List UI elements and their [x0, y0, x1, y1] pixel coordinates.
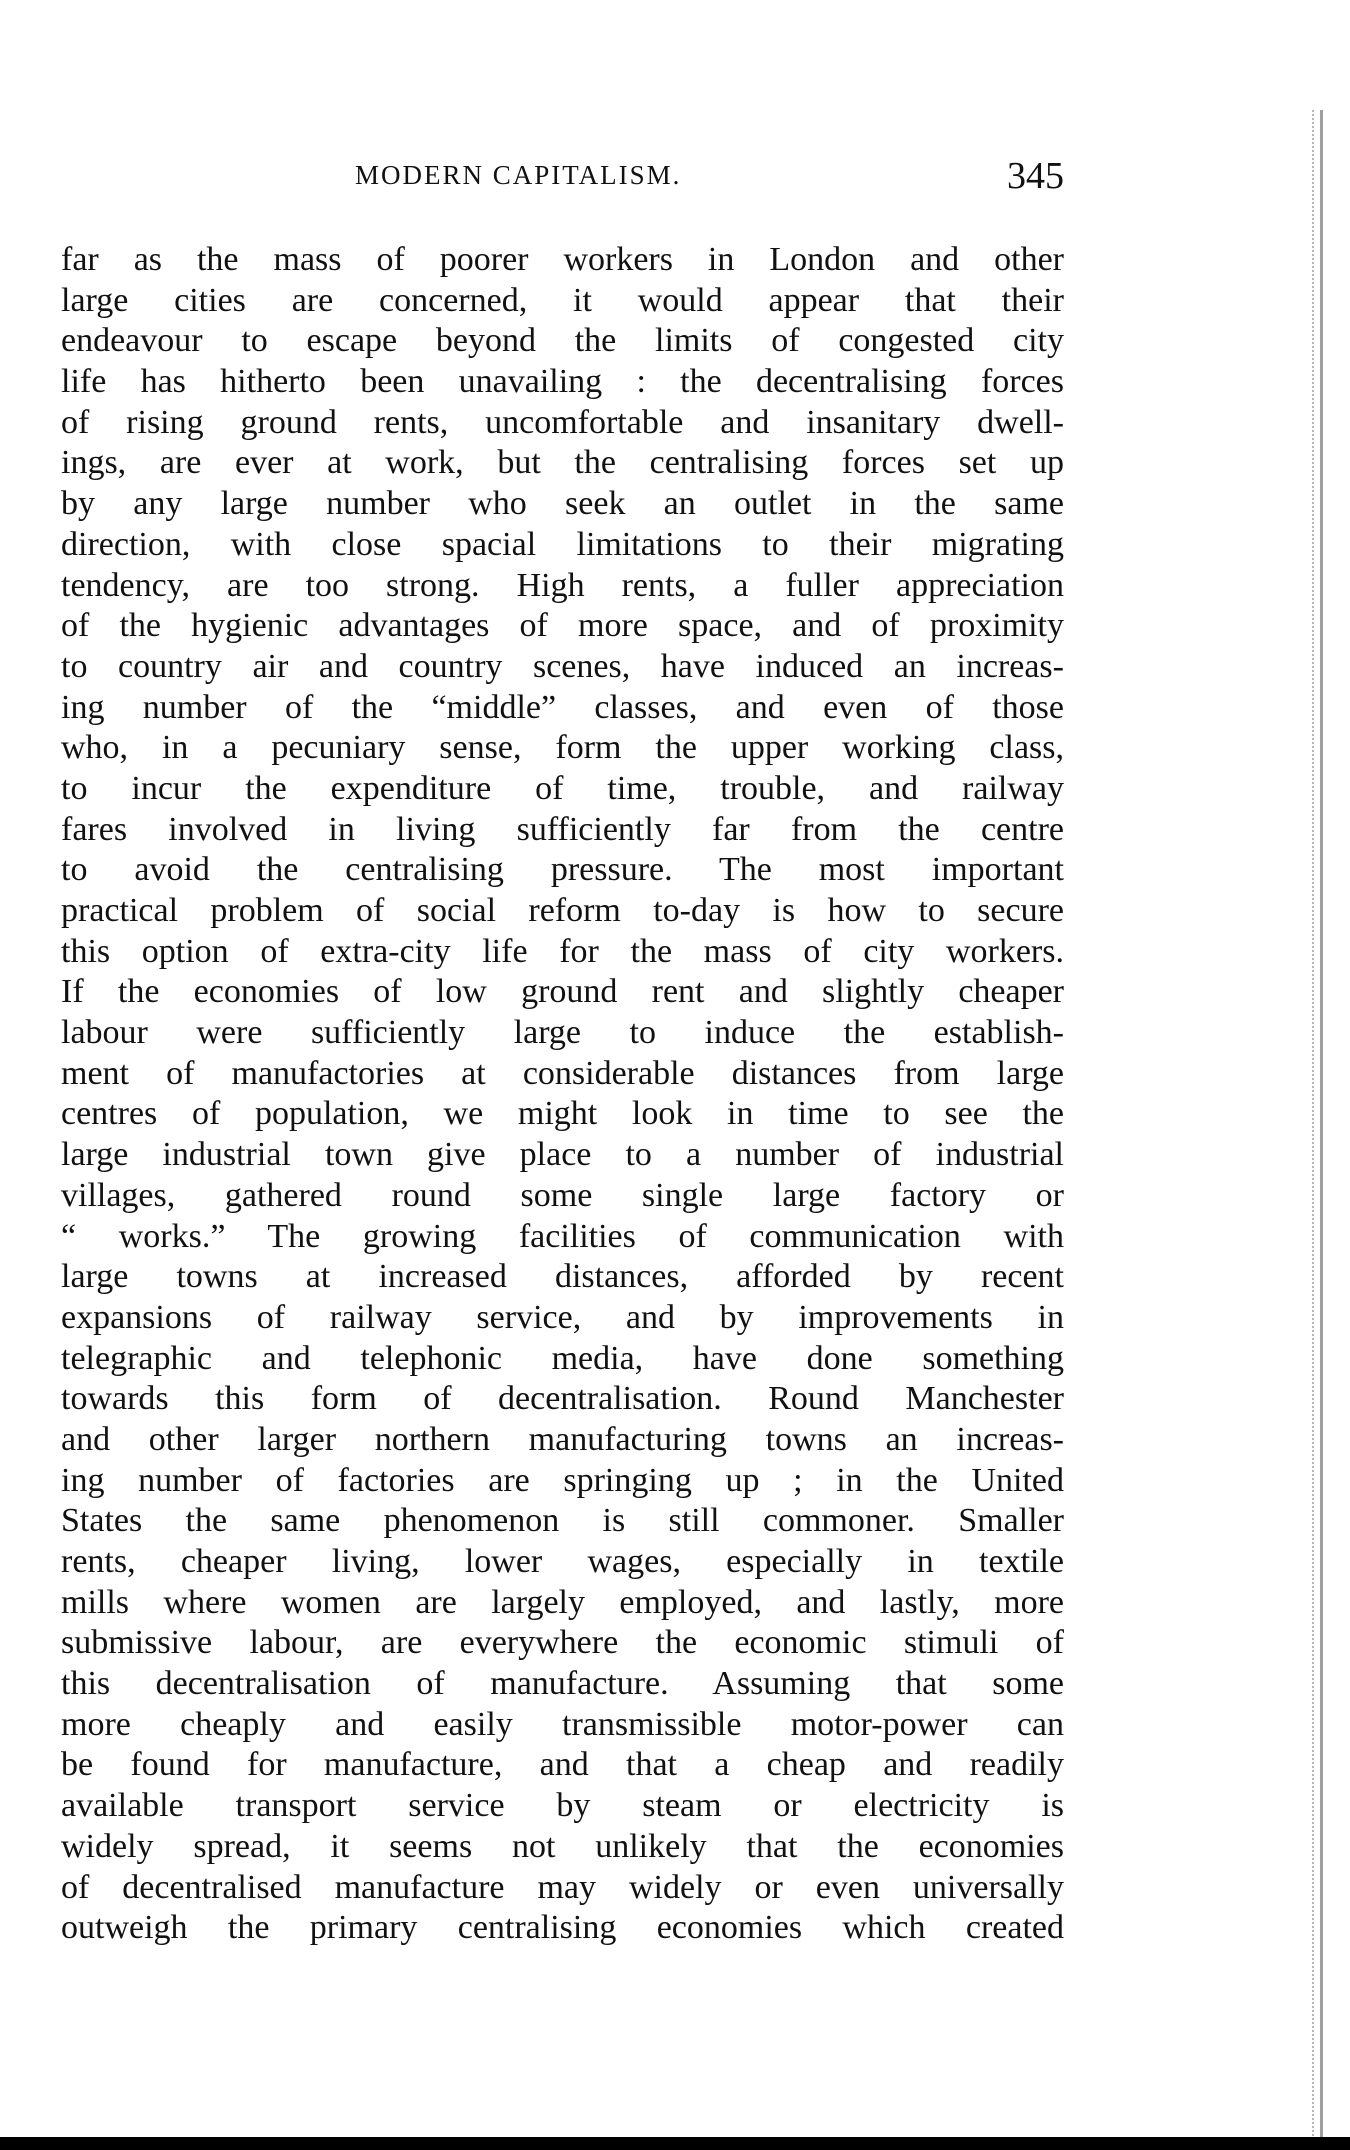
text-line: If the economies of low ground rent and slightly cheaper	[61, 973, 1064, 1011]
text-line: labour were sufficiently large to induce the establish-	[61, 1014, 1064, 1052]
text-line: expansions of railway service, and by improvements in	[61, 1298, 1064, 1336]
text-line: ing number of the “middle” classes, and even of those	[61, 688, 1064, 726]
text-line: be found for manufacture, and that a cheap and readily	[61, 1746, 1064, 1784]
text-line: and other larger northern manufacturing towns an increas-	[61, 1420, 1064, 1458]
text-line: “ works.” The growing facilities of communication with	[61, 1217, 1064, 1255]
text-line: who, in a pecuniary sense, form the upper working class,	[61, 729, 1064, 767]
text-line: submissive labour, are everywhere the economic stimuli of	[61, 1624, 1064, 1662]
text-line: practical problem of social reform to-day is how to secure	[61, 892, 1064, 929]
text-line: to incur the expenditure of time, trouble, and railway	[61, 769, 1064, 807]
text-line: fares involved in living sufficiently far from the centre	[61, 810, 1064, 848]
text-line: ing number of factories are springing up ; in the United	[61, 1461, 1064, 1499]
text-line: to avoid the centralising pressure. The most important	[61, 851, 1064, 889]
text-line: direction, with close spacial limitations to their migrating	[61, 525, 1064, 563]
text-line: villages, gathered round some single large factory or	[61, 1176, 1064, 1214]
text-line: endeavour to escape beyond the limits of congested city	[61, 322, 1064, 360]
text-line: by any large number who seek an outlet in the same	[61, 485, 1064, 523]
scan-bottom-border	[0, 2137, 1350, 2150]
text-line: towards this form of decentralisation. Round Manchester	[61, 1380, 1064, 1418]
page-header	[0, 155, 1350, 210]
text-line: outweigh the primary centralising economies which created	[61, 1909, 1064, 1947]
text-line: of rising ground rents, uncomfortable and insanitary dwell-	[61, 403, 1064, 441]
text-line: tendency, are too strong. High rents, a fuller appreciation	[61, 566, 1064, 604]
text-line: telegraphic and telephonic media, have done something	[61, 1339, 1064, 1377]
page-number: 345	[1007, 155, 1064, 197]
text-line: large industrial town give place to a number of industrial	[61, 1136, 1064, 1174]
text-line: far as the mass of poorer workers in London and other	[61, 241, 1064, 278]
text-line: rents, cheaper living, lower wages, especially in textile	[61, 1543, 1064, 1580]
text-line: ings, are ever at work, but the centralising forces set up	[61, 444, 1064, 482]
text-line: this option of extra-city life for the mass of city workers.	[61, 932, 1064, 970]
text-line: to country air and country scenes, have induced an increas-	[61, 647, 1064, 685]
text-line: large cities are concerned, it would appear that their	[61, 281, 1064, 319]
text-line: more cheaply and easily transmissible motor-power can	[61, 1705, 1064, 1743]
text-line: large towns at increased distances, afforded by recent	[61, 1258, 1064, 1296]
text-line: mills where women are largely employed, and lastly, more	[61, 1583, 1064, 1621]
text-line: widely spread, it seems not unlikely that the economies	[61, 1827, 1064, 1865]
text-line: life has hitherto been unavailing : the decentralising forces	[61, 363, 1064, 401]
text-line: centres of population, we might look in time to see the	[61, 1095, 1064, 1133]
text-line: States the same phenomenon is still commoner. Smaller	[61, 1502, 1064, 1540]
body-text	[61, 240, 1064, 1949]
text-line: of decentralised manufacture may widely or even universally	[61, 1868, 1064, 1906]
text-line: of the hygienic advantages of more space, and of proximity	[61, 607, 1064, 645]
text-line: ment of manufactories at considerable distances from large	[61, 1054, 1064, 1092]
text-line: available transport service by steam or electricity is	[61, 1787, 1064, 1825]
page-edge	[1312, 110, 1323, 2140]
running-title: MODERN CAPITALISM.	[355, 160, 682, 190]
text-line: this decentralisation of manufacture. Assuming that some	[61, 1665, 1064, 1703]
